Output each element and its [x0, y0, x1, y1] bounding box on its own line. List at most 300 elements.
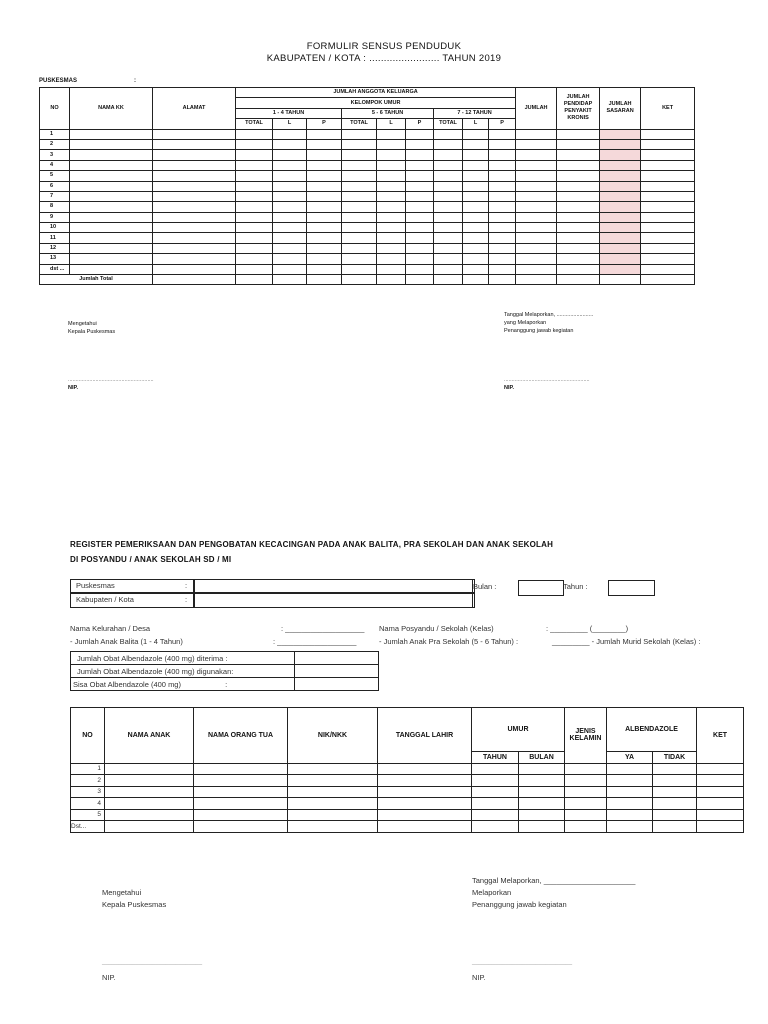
cell[interactable]: [377, 243, 406, 253]
cell[interactable]: [378, 798, 472, 810]
cell[interactable]: [516, 233, 557, 243]
cell[interactable]: [153, 150, 236, 160]
cell[interactable]: [641, 202, 695, 212]
tahun-label: Tahun :: [563, 582, 588, 591]
cell[interactable]: [194, 786, 288, 798]
cell[interactable]: [70, 171, 153, 181]
cell[interactable]: [434, 129, 463, 139]
cell[interactable]: [377, 191, 406, 201]
cell[interactable]: [600, 181, 641, 191]
cell[interactable]: [697, 786, 744, 798]
cell[interactable]: [557, 202, 600, 212]
cell[interactable]: [342, 233, 377, 243]
cell[interactable]: [342, 202, 377, 212]
cell[interactable]: [288, 809, 378, 821]
cell[interactable]: [516, 191, 557, 201]
cell[interactable]: [273, 181, 307, 191]
cell[interactable]: [463, 150, 489, 160]
col-p: P: [489, 119, 516, 129]
cell[interactable]: [489, 202, 516, 212]
cell[interactable]: [342, 150, 377, 160]
cell[interactable]: [434, 181, 463, 191]
right-sig-line2: yang Melaporkan: [504, 320, 547, 326]
cell[interactable]: [516, 254, 557, 264]
cell[interactable]: [406, 160, 434, 170]
cell[interactable]: [342, 160, 377, 170]
cell[interactable]: [273, 129, 307, 139]
cell[interactable]: [377, 171, 406, 181]
cell[interactable]: [653, 809, 697, 821]
cell[interactable]: [288, 775, 378, 787]
cell[interactable]: [600, 264, 641, 274]
cell[interactable]: [236, 233, 273, 243]
cell[interactable]: [273, 191, 307, 201]
cell[interactable]: [641, 233, 695, 243]
cell[interactable]: [463, 254, 489, 264]
cell[interactable]: [105, 798, 194, 810]
cell[interactable]: [641, 139, 695, 149]
cell[interactable]: [406, 233, 434, 243]
puskesmas-box: [70, 579, 473, 608]
cell[interactable]: [342, 139, 377, 149]
row-number: 6: [40, 181, 70, 191]
cell[interactable]: [641, 191, 695, 201]
census-row: [40, 129, 695, 139]
cell[interactable]: [472, 786, 519, 798]
cell[interactable]: [516, 150, 557, 160]
cell[interactable]: [600, 233, 641, 243]
cell[interactable]: [653, 786, 697, 798]
cell[interactable]: [236, 191, 273, 201]
cell[interactable]: [557, 212, 600, 222]
cell[interactable]: [377, 139, 406, 149]
cell[interactable]: [641, 129, 695, 139]
cell[interactable]: [70, 139, 153, 149]
cell[interactable]: [377, 129, 406, 139]
cell[interactable]: [378, 821, 472, 833]
cell[interactable]: [653, 775, 697, 787]
cell[interactable]: [557, 243, 600, 253]
cell[interactable]: [489, 212, 516, 222]
cell[interactable]: [406, 129, 434, 139]
cell[interactable]: [557, 264, 600, 274]
cell[interactable]: [557, 139, 600, 149]
cell[interactable]: [307, 160, 342, 170]
census-row: [40, 254, 695, 264]
cell[interactable]: [463, 202, 489, 212]
cell[interactable]: [153, 264, 236, 274]
cell[interactable]: [641, 160, 695, 170]
col-total: TOTAL: [236, 119, 273, 129]
cell[interactable]: [153, 223, 236, 233]
cell[interactable]: [600, 171, 641, 181]
cell[interactable]: [641, 264, 695, 274]
col-ya: YA: [607, 752, 653, 764]
cell[interactable]: [557, 129, 600, 139]
cell[interactable]: [516, 243, 557, 253]
cell[interactable]: [377, 233, 406, 243]
cell[interactable]: [342, 223, 377, 233]
cell[interactable]: [273, 264, 307, 274]
cell[interactable]: [653, 821, 697, 833]
cell[interactable]: [236, 171, 273, 181]
cell[interactable]: [70, 191, 153, 201]
cell[interactable]: [273, 233, 307, 243]
cell[interactable]: [607, 775, 653, 787]
cell[interactable]: [519, 775, 565, 787]
cell[interactable]: [463, 129, 489, 139]
cell[interactable]: [307, 181, 342, 191]
tahun-input[interactable]: [608, 580, 655, 596]
cell[interactable]: [70, 264, 153, 274]
cell[interactable]: [236, 150, 273, 160]
cell[interactable]: [516, 171, 557, 181]
cell[interactable]: [342, 191, 377, 201]
cell[interactable]: [434, 223, 463, 233]
cell[interactable]: [307, 212, 342, 222]
cell[interactable]: [463, 139, 489, 149]
cell[interactable]: [519, 809, 565, 821]
bulan-input[interactable]: [518, 580, 564, 596]
cell[interactable]: [342, 212, 377, 222]
cell[interactable]: [489, 160, 516, 170]
cell[interactable]: [434, 254, 463, 264]
cell[interactable]: [236, 212, 273, 222]
cell[interactable]: [565, 798, 607, 810]
cell[interactable]: [557, 191, 600, 201]
cell[interactable]: [342, 129, 377, 139]
cell[interactable]: [153, 254, 236, 264]
cell[interactable]: [377, 160, 406, 170]
cell[interactable]: [463, 160, 489, 170]
cell[interactable]: [463, 243, 489, 253]
cell[interactable]: [489, 191, 516, 201]
cell[interactable]: [565, 786, 607, 798]
cell[interactable]: [406, 150, 434, 160]
cell[interactable]: [307, 223, 342, 233]
cell[interactable]: [307, 254, 342, 264]
cell[interactable]: [70, 243, 153, 253]
cell[interactable]: [342, 264, 377, 274]
cell[interactable]: [273, 223, 307, 233]
cell[interactable]: [406, 139, 434, 149]
cell[interactable]: [377, 150, 406, 160]
cell[interactable]: [378, 775, 472, 787]
cell[interactable]: [105, 786, 194, 798]
cell[interactable]: [236, 223, 273, 233]
cell[interactable]: [307, 233, 342, 243]
cell[interactable]: [307, 191, 342, 201]
cell[interactable]: [288, 786, 378, 798]
cell[interactable]: [153, 139, 236, 149]
balita-label: - Jumlah Anak Balita (1 - 4 Tahun): [70, 637, 183, 646]
cell[interactable]: [377, 264, 406, 274]
cell[interactable]: [600, 223, 641, 233]
right-sig-line3: Penanggung jawab kegiatan: [504, 328, 574, 334]
cell[interactable]: [288, 798, 378, 810]
cell[interactable]: [463, 212, 489, 222]
cell[interactable]: [472, 763, 519, 775]
cell[interactable]: [273, 160, 307, 170]
cell[interactable]: [406, 202, 434, 212]
cell[interactable]: [406, 191, 434, 201]
col-jenis-kelamin: JENIS KELAMIN: [565, 708, 607, 764]
cell[interactable]: [641, 150, 695, 160]
cell[interactable]: [70, 233, 153, 243]
cell[interactable]: [607, 786, 653, 798]
cell[interactable]: [641, 223, 695, 233]
cell[interactable]: [105, 821, 194, 833]
cell[interactable]: [463, 264, 489, 274]
cell[interactable]: [70, 150, 153, 160]
row-number: 4: [71, 798, 105, 810]
cell[interactable]: [70, 223, 153, 233]
cell[interactable]: [519, 798, 565, 810]
cell[interactable]: [236, 243, 273, 253]
cell[interactable]: [697, 775, 744, 787]
cell[interactable]: [105, 763, 194, 775]
cell[interactable]: [153, 171, 236, 181]
cell[interactable]: [489, 264, 516, 274]
cell[interactable]: [489, 243, 516, 253]
row-number: 5: [40, 171, 70, 181]
form2-left-sig: [102, 887, 166, 911]
cell[interactable]: [377, 212, 406, 222]
cell[interactable]: [342, 181, 377, 191]
cell[interactable]: [489, 129, 516, 139]
cell[interactable]: [406, 264, 434, 274]
cell[interactable]: [406, 181, 434, 191]
cell[interactable]: [434, 191, 463, 201]
cell[interactable]: [516, 139, 557, 149]
cell[interactable]: [236, 254, 273, 264]
cell[interactable]: [519, 786, 565, 798]
cell[interactable]: [653, 763, 697, 775]
cell[interactable]: [377, 202, 406, 212]
cell[interactable]: [472, 798, 519, 810]
cell[interactable]: [273, 150, 307, 160]
cell[interactable]: [697, 821, 744, 833]
cell[interactable]: [489, 223, 516, 233]
cell[interactable]: [236, 264, 273, 274]
cell[interactable]: [463, 181, 489, 191]
cell[interactable]: [406, 223, 434, 233]
cell[interactable]: [516, 129, 557, 139]
cell[interactable]: [600, 129, 641, 139]
cell[interactable]: [600, 243, 641, 253]
col-tidak: TIDAK: [653, 752, 697, 764]
cell[interactable]: [516, 212, 557, 222]
cell[interactable]: [516, 160, 557, 170]
cell[interactable]: [194, 775, 288, 787]
cell[interactable]: [273, 254, 307, 264]
cell[interactable]: [194, 763, 288, 775]
cell[interactable]: [565, 763, 607, 775]
cell[interactable]: [153, 129, 236, 139]
cell[interactable]: [273, 243, 307, 253]
cell[interactable]: [697, 809, 744, 821]
cell[interactable]: [600, 160, 641, 170]
cell[interactable]: [607, 809, 653, 821]
register-row: [71, 786, 744, 798]
right-sig-line1: Tanggal Melaporkan, ______________________: [472, 876, 636, 885]
cell[interactable]: [153, 233, 236, 243]
cell[interactable]: [519, 821, 565, 833]
cell[interactable]: [434, 212, 463, 222]
cell[interactable]: [600, 150, 641, 160]
cell[interactable]: [236, 202, 273, 212]
cell[interactable]: [273, 202, 307, 212]
cell[interactable]: [273, 171, 307, 181]
cell[interactable]: [489, 181, 516, 191]
cell[interactable]: [463, 171, 489, 181]
cell[interactable]: [378, 763, 472, 775]
cell[interactable]: [377, 254, 406, 264]
cell[interactable]: [70, 129, 153, 139]
cell[interactable]: [377, 223, 406, 233]
cell[interactable]: [70, 254, 153, 264]
cell[interactable]: [697, 763, 744, 775]
row-number: Dst...: [71, 821, 105, 833]
cell[interactable]: [378, 809, 472, 821]
cell[interactable]: [463, 223, 489, 233]
cell[interactable]: [194, 821, 288, 833]
cell[interactable]: [70, 202, 153, 212]
cell[interactable]: [307, 150, 342, 160]
cell[interactable]: [565, 821, 607, 833]
cell[interactable]: [236, 139, 273, 149]
obat-sisa-label: Sisa Obat Albendazole (400 mg) :: [71, 678, 295, 691]
census-table: [39, 87, 695, 285]
cell[interactable]: [378, 786, 472, 798]
cell[interactable]: [434, 233, 463, 243]
cell[interactable]: [342, 171, 377, 181]
cell[interactable]: [557, 223, 600, 233]
census-row: [40, 139, 695, 149]
cell[interactable]: [307, 202, 342, 212]
cell[interactable]: [288, 821, 378, 833]
cell[interactable]: [557, 160, 600, 170]
cell[interactable]: [153, 212, 236, 222]
cell[interactable]: [342, 254, 377, 264]
kabupaten-label: Kabupaten / Kota: [76, 595, 134, 604]
cell[interactable]: [697, 798, 744, 810]
cell[interactable]: [557, 150, 600, 160]
cell[interactable]: [434, 150, 463, 160]
cell[interactable]: [288, 763, 378, 775]
cell[interactable]: [641, 254, 695, 264]
cell[interactable]: [236, 181, 273, 191]
cell[interactable]: [516, 181, 557, 191]
cell[interactable]: [406, 243, 434, 253]
cell[interactable]: [463, 233, 489, 243]
cell[interactable]: [273, 212, 307, 222]
cell[interactable]: [434, 264, 463, 274]
cell[interactable]: [557, 181, 600, 191]
cell[interactable]: [105, 809, 194, 821]
cell[interactable]: [307, 129, 342, 139]
cell[interactable]: [236, 160, 273, 170]
cell[interactable]: [489, 171, 516, 181]
cell[interactable]: [434, 243, 463, 253]
cell[interactable]: [600, 254, 641, 264]
cell[interactable]: [472, 821, 519, 833]
cell[interactable]: [565, 775, 607, 787]
cell[interactable]: [472, 809, 519, 821]
cell[interactable]: [607, 763, 653, 775]
cell[interactable]: [307, 171, 342, 181]
cell[interactable]: [600, 202, 641, 212]
cell[interactable]: [406, 171, 434, 181]
cell[interactable]: [641, 212, 695, 222]
census-row: [40, 171, 695, 181]
cell[interactable]: [194, 798, 288, 810]
cell[interactable]: [641, 243, 695, 253]
cell[interactable]: [105, 775, 194, 787]
cell[interactable]: [153, 160, 236, 170]
cell[interactable]: [463, 191, 489, 201]
cell[interactable]: [406, 254, 434, 264]
cell[interactable]: [607, 821, 653, 833]
obat-digunakan-label: Jumlah Obat Albendazole (400 mg) digunakan:: [71, 665, 295, 678]
cell[interactable]: [516, 223, 557, 233]
cell[interactable]: [516, 202, 557, 212]
cell[interactable]: [607, 798, 653, 810]
cell[interactable]: [600, 191, 641, 201]
cell[interactable]: [377, 181, 406, 191]
cell[interactable]: [434, 139, 463, 149]
cell[interactable]: [489, 233, 516, 243]
cell[interactable]: [600, 139, 641, 149]
col-no: NO: [71, 708, 105, 764]
cell[interactable]: [307, 264, 342, 274]
cell[interactable]: [342, 243, 377, 253]
cell[interactable]: [70, 160, 153, 170]
cell[interactable]: [153, 243, 236, 253]
cell[interactable]: [489, 254, 516, 264]
cell[interactable]: [489, 150, 516, 160]
cell[interactable]: [236, 129, 273, 139]
cell[interactable]: [406, 212, 434, 222]
cell[interactable]: [70, 181, 153, 191]
cell[interactable]: [557, 171, 600, 181]
cell[interactable]: [307, 243, 342, 253]
cell[interactable]: [557, 233, 600, 243]
cell[interactable]: [653, 798, 697, 810]
row-number: 3: [40, 150, 70, 160]
cell[interactable]: [194, 809, 288, 821]
cell[interactable]: [153, 202, 236, 212]
cell[interactable]: [516, 264, 557, 274]
cell[interactable]: [434, 160, 463, 170]
cell[interactable]: [565, 809, 607, 821]
cell[interactable]: [434, 202, 463, 212]
cell[interactable]: [641, 171, 695, 181]
cell[interactable]: [70, 212, 153, 222]
cell[interactable]: [519, 763, 565, 775]
cell[interactable]: [557, 254, 600, 264]
cell[interactable]: [153, 191, 236, 201]
posyandu-label: Nama Posyandu / Sekolah (Kelas): [379, 624, 494, 633]
cell[interactable]: [641, 181, 695, 191]
cell[interactable]: [273, 139, 307, 149]
cell[interactable]: [434, 171, 463, 181]
cell[interactable]: [489, 139, 516, 149]
cell[interactable]: [307, 139, 342, 149]
cell[interactable]: [472, 775, 519, 787]
cell[interactable]: [153, 181, 236, 191]
cell[interactable]: [600, 212, 641, 222]
